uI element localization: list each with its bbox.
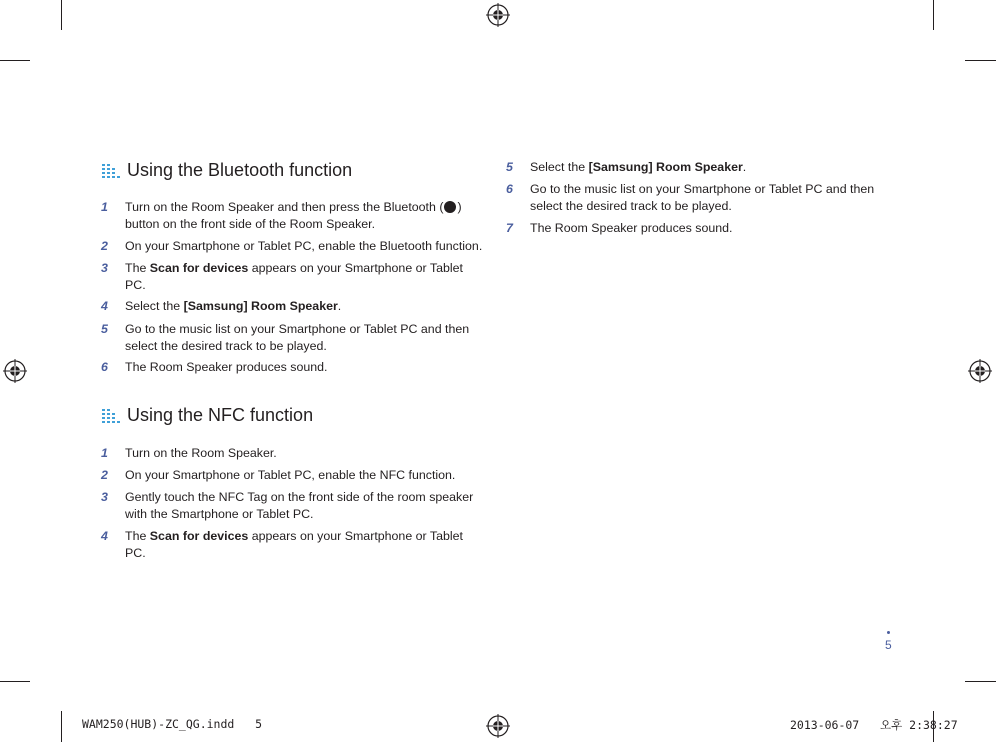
crop-mark [61,711,62,742]
step-text: Select the [530,160,589,174]
step-number: 1 [101,446,108,460]
registration-mark-icon [3,359,27,383]
list-item [101,321,501,355]
crop-mark [0,60,30,61]
step-text: appears on your Smartphone or Tablet [248,529,463,543]
step-number: 3 [101,261,108,275]
registration-mark-icon [486,714,510,738]
step-text: Turn on the Room Speaker and then press the Bluetooth ( [125,200,444,214]
slug-file-name: WAM250(HUB)-ZC_QG.indd 5 [82,717,263,731]
nfc-section-title: Using the NFC function [127,405,314,425]
list-item [506,181,906,215]
list-item [506,220,906,237]
crop-mark [0,681,30,682]
step-number: 6 [506,182,513,196]
page-number: 5 [885,638,892,652]
step-text-bold: [Samsung] Room Speaker [588,160,743,174]
step-number: 6 [101,360,108,374]
step-text: select the desired track to be played. [530,199,732,213]
step-number: 1 [101,200,108,214]
crop-mark [965,60,996,61]
step-text: On your Smartphone or Tablet PC, enable the Bluetooth function. [125,239,483,253]
step-text: button on the front side of the Room Speaker. [125,217,376,231]
list-item [101,260,501,294]
step-text: ) [457,200,462,214]
step-number: 3 [101,490,108,504]
step-number: 2 [101,239,108,253]
step-number: 4 [101,299,108,313]
registration-mark-icon [486,3,510,27]
step-text: Select the [125,299,184,313]
step-text: appears on your Smartphone or Tablet [248,261,463,275]
crop-mark [965,681,996,682]
step-text: Gently touch the NFC Tag on the front side of the room speaker [125,490,474,504]
list-item [101,467,501,484]
step-text: with the Smartphone or Tablet PC. [125,507,314,521]
step-number: 7 [506,221,513,235]
list-item [101,298,501,315]
page-number-dot [887,631,890,634]
step-number: 5 [101,322,108,336]
step-text: PC. [125,546,146,560]
registration-mark-icon [968,359,992,383]
list-item [101,489,501,523]
step-text-bold: Scan for devices [149,529,249,543]
list-item [101,238,501,255]
list-item [506,159,906,176]
step-text: The [125,529,150,543]
crop-mark [61,0,62,30]
list-item [101,445,501,462]
step-text-bold: [Samsung] Room Speaker [183,299,338,313]
step-text: The Room Speaker produces sound. [125,360,328,374]
crop-mark [933,0,934,30]
step-text: PC. [125,278,146,292]
list-item [101,528,501,562]
list-item [101,199,501,233]
bluetooth-icon [444,201,456,213]
step-number: 4 [101,529,108,543]
step-text: Go to the music list on your Smartphone or Tablet PC and then [125,322,470,336]
slug-date: 2013-06-07 오후 2:38:27 [790,718,958,732]
step-text: select the desired track to be played. [125,339,327,353]
step-text-bold: Scan for devices [149,261,249,275]
list-item [101,359,501,376]
step-text: Turn on the Room Speaker. [125,446,277,460]
step-number: 2 [101,468,108,482]
section-bullet-icon [102,164,120,178]
step-text: . [337,299,342,313]
section-bullet-icon [102,409,120,423]
step-text: The Room Speaker produces sound. [530,221,733,235]
step-text: The [125,261,150,275]
step-text: . [742,160,747,174]
step-number: 5 [506,160,513,174]
step-text: Go to the music list on your Smartphone or Tablet PC and then [530,182,875,196]
bluetooth-section-title: Using the Bluetooth function [127,160,353,180]
step-text: On your Smartphone or Tablet PC, enable the NFC function. [125,468,456,482]
